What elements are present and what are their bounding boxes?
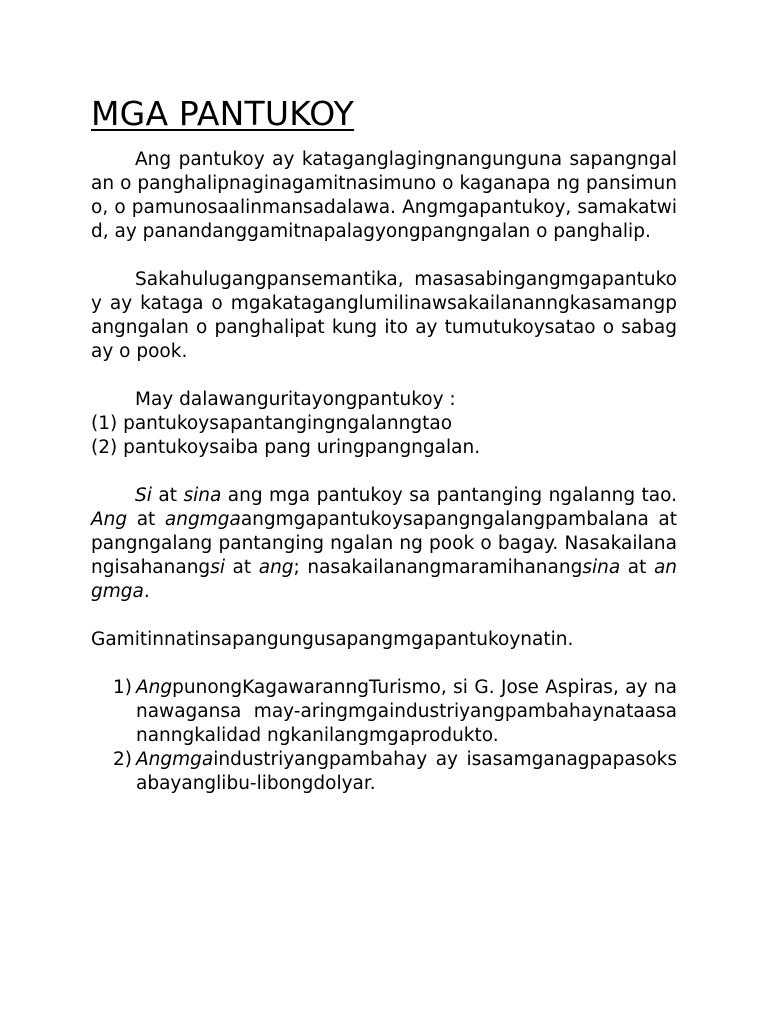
paragraph-gap: [91, 244, 677, 268]
text-segment: angmgapantukoysapangngalangpambalana at pangngalang pantanging ngalan ng pook o bagay. Nasakailanangisahanang: [91, 509, 677, 578]
paragraph-gap: [91, 364, 677, 388]
text-segment: .: [143, 581, 150, 602]
term-si: Si: [135, 485, 152, 506]
term-sina: sina: [183, 485, 222, 506]
text-segment: ang mga pantukoy sa pantanging ngalanng tao.: [221, 485, 677, 506]
text-segment: at: [620, 557, 654, 578]
example-text: punongKagawaranngTurismo, si G. Jose Aspiras, ay nanawagansa may-aringmgaindustriyangpambahaynataasananngkalidad ngkanilangmgaprodukto.: [136, 677, 677, 746]
term-angmga: angmga: [164, 509, 241, 530]
text-segment: ; nasakailanangmaramihanang: [293, 557, 583, 578]
paragraph-types-intro: May dalawanguritayongpantukoy :: [135, 389, 456, 410]
term-ang: Ang: [91, 509, 128, 530]
example-item-2: [91, 748, 677, 796]
example-text: industriyangpambahay ay isasamganagpapasoksabayanglibu-libongdolyar.: [136, 749, 677, 794]
paragraph-gap: [91, 460, 677, 484]
term-sina: sina: [582, 557, 621, 578]
example-item-1: [91, 676, 677, 748]
page-title: MGA PANTUKOY: [91, 94, 355, 133]
document-page: [91, 92, 677, 796]
type-item-2: (2) pantukoysaiba pang uringpangngalan.: [91, 437, 481, 458]
text-segment: at: [151, 485, 184, 506]
text-segment: at: [127, 509, 165, 530]
term-ang: ang: [258, 557, 294, 578]
paragraph-gap: [91, 604, 677, 628]
term-si: si: [210, 557, 225, 578]
paragraph-gap: [91, 652, 677, 676]
example-list: [91, 676, 677, 796]
paragraph-semantics: Sakahulugangpansemantika, masasabingangmgapantukoy ay kataga o mgakataganglumilinawsakailananngkasamangpangngalan o panghalipat kung ito ay tumutukoysatao o sabagay o pook.: [91, 269, 677, 362]
example-number: 1): [113, 677, 132, 698]
example-lead-term: Angmga: [136, 749, 214, 770]
type-item-1: (1) pantukoysapantangingngalanngtao: [91, 413, 453, 434]
text-segment: at: [224, 557, 259, 578]
example-lead-term: Ang: [136, 677, 173, 698]
paragraph-definition: Ang pantukoy ay kataganglagingnangunguna sapangngalan o panghalipnaginagamitnasimuno o kaganapa ng pansimuno, o pamunosaalinmansadalawa. Angmgapantukoy, samakatwid, ay panandanggamitnapalagyongpangngalan o panghalip.: [91, 149, 677, 242]
paragraph-usage: [91, 484, 677, 604]
paragraph-instruction: Gamitinnatinsapangungusapangmgapantukoynatin.: [91, 629, 574, 650]
example-number: 2): [113, 749, 132, 770]
term-angmga: angmga: [91, 557, 677, 602]
